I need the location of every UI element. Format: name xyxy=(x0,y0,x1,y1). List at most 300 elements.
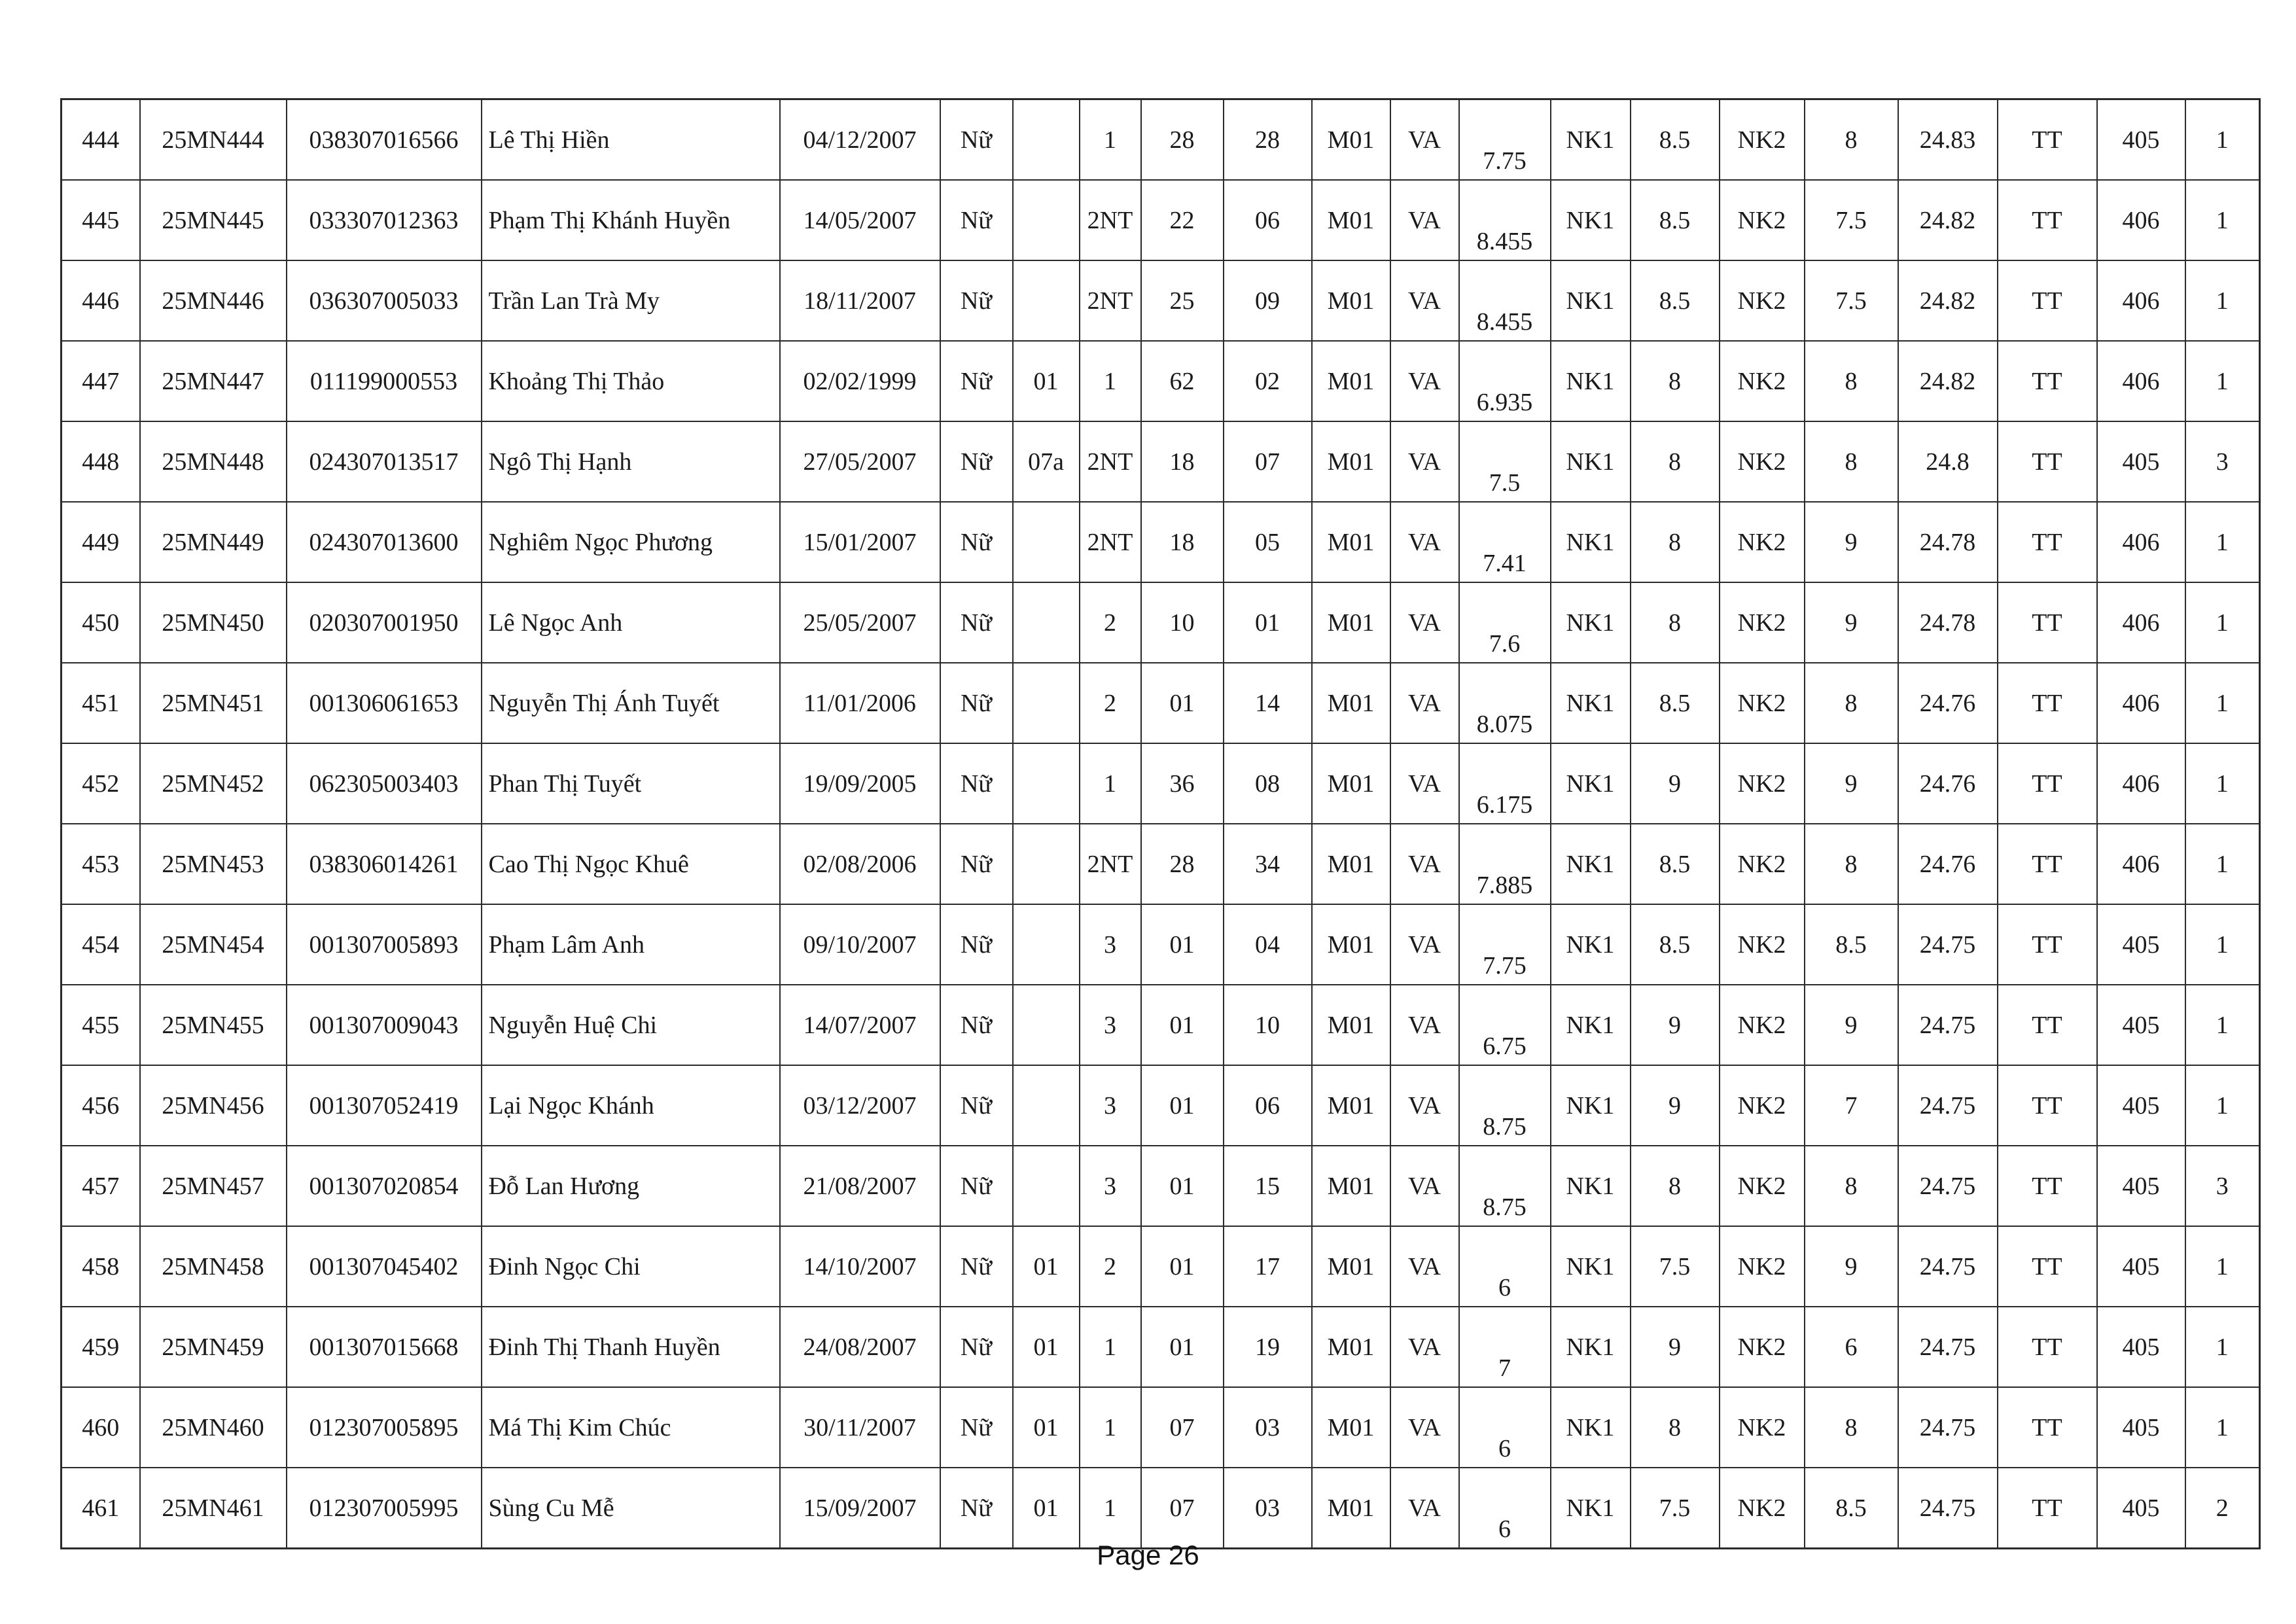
cell-province-code: 07 xyxy=(1141,1387,1224,1468)
cell-score-1: 7.75 xyxy=(1459,99,1551,181)
cell-score-2: 8 xyxy=(1631,502,1720,582)
cell-full-name: Phạm Thị Khánh Huyền xyxy=(482,180,780,260)
cell-province-code: 01 xyxy=(1141,1226,1224,1307)
cell-choice-order: 1 xyxy=(2185,99,2260,181)
cell-priority-group xyxy=(1013,99,1080,181)
cell-score-1: 7.75 xyxy=(1459,904,1551,985)
cell-score-3: 8 xyxy=(1805,421,1898,502)
cell-full-name: Đinh Thị Thanh Huyền xyxy=(482,1307,780,1387)
cell-region: 3 xyxy=(1080,904,1141,985)
cell-gender: Nữ xyxy=(940,985,1013,1065)
cell-priority-group xyxy=(1013,1065,1080,1146)
cell-id-number: 001307020854 xyxy=(287,1146,482,1226)
cell-gender: Nữ xyxy=(940,502,1013,582)
cell-program-code: 405 xyxy=(2097,904,2185,985)
cell-district-code: 15 xyxy=(1224,1146,1312,1226)
table-row xyxy=(62,1226,2260,1307)
cell-full-name: Nguyễn Thị Ánh Tuyết xyxy=(482,663,780,743)
cell-choice-order: 3 xyxy=(2185,1146,2260,1226)
cell-status: TT xyxy=(1998,582,2097,663)
table-row xyxy=(62,1387,2260,1468)
cell-subject-combo: M01 xyxy=(1312,985,1390,1065)
cell-stt: 447 xyxy=(62,341,140,421)
cell-program-code: 405 xyxy=(2097,1226,2185,1307)
cell-program-code: 405 xyxy=(2097,99,2185,181)
cell-province-code: 10 xyxy=(1141,582,1224,663)
cell-stt: 456 xyxy=(62,1065,140,1146)
cell-subject-1: VA xyxy=(1390,260,1459,341)
cell-district-code: 07 xyxy=(1224,421,1312,502)
cell-province-code: 25 xyxy=(1141,260,1224,341)
cell-subject-2: NK1 xyxy=(1551,904,1631,985)
cell-birth-date: 27/05/2007 xyxy=(780,421,940,502)
cell-total-score: 24.75 xyxy=(1898,1065,1998,1146)
cell-total-score: 24.78 xyxy=(1898,502,1998,582)
table-row xyxy=(62,421,2260,502)
cell-province-code: 18 xyxy=(1141,502,1224,582)
cell-region: 2 xyxy=(1080,582,1141,663)
cell-candidate-code: 25MN444 xyxy=(140,99,287,181)
cell-score-1: 6 xyxy=(1459,1387,1551,1468)
cell-subject-2: NK1 xyxy=(1551,582,1631,663)
cell-score-1: 7 xyxy=(1459,1307,1551,1387)
cell-score-2: 9 xyxy=(1631,1307,1720,1387)
cell-status: TT xyxy=(1998,502,2097,582)
cell-district-code: 02 xyxy=(1224,341,1312,421)
cell-subject-3: NK2 xyxy=(1720,99,1805,181)
cell-subject-2: NK1 xyxy=(1551,1146,1631,1226)
table-row xyxy=(62,99,2260,181)
cell-province-code: 01 xyxy=(1141,663,1224,743)
table-row xyxy=(62,1307,2260,1387)
cell-score-2: 8.5 xyxy=(1631,180,1720,260)
cell-priority-group xyxy=(1013,502,1080,582)
cell-district-code: 34 xyxy=(1224,824,1312,904)
cell-total-score: 24.75 xyxy=(1898,1226,1998,1307)
cell-gender: Nữ xyxy=(940,1065,1013,1146)
cell-score-3: 9 xyxy=(1805,743,1898,824)
cell-score-1: 7.6 xyxy=(1459,582,1551,663)
cell-province-code: 18 xyxy=(1141,421,1224,502)
cell-program-code: 406 xyxy=(2097,663,2185,743)
cell-program-code: 405 xyxy=(2097,985,2185,1065)
cell-gender: Nữ xyxy=(940,743,1013,824)
cell-score-3: 9 xyxy=(1805,502,1898,582)
table-row xyxy=(62,985,2260,1065)
cell-stt: 455 xyxy=(62,985,140,1065)
cell-score-1: 6.175 xyxy=(1459,743,1551,824)
cell-program-code: 406 xyxy=(2097,180,2185,260)
cell-score-2: 8.5 xyxy=(1631,260,1720,341)
cell-priority-group xyxy=(1013,985,1080,1065)
cell-priority-group: 01 xyxy=(1013,1307,1080,1387)
cell-id-number: 001307009043 xyxy=(287,985,482,1065)
cell-subject-combo: M01 xyxy=(1312,341,1390,421)
cell-id-number: 012307005995 xyxy=(287,1468,482,1549)
cell-full-name: Nghiêm Ngọc Phương xyxy=(482,502,780,582)
cell-subject-1: VA xyxy=(1390,582,1459,663)
cell-score-3: 7.5 xyxy=(1805,260,1898,341)
cell-gender: Nữ xyxy=(940,260,1013,341)
cell-score-1: 8.455 xyxy=(1459,180,1551,260)
cell-status: TT xyxy=(1998,1146,2097,1226)
cell-total-score: 24.78 xyxy=(1898,582,1998,663)
cell-score-3: 9 xyxy=(1805,582,1898,663)
cell-score-3: 8 xyxy=(1805,341,1898,421)
cell-subject-2: NK1 xyxy=(1551,985,1631,1065)
cell-priority-group xyxy=(1013,743,1080,824)
cell-stt: 460 xyxy=(62,1387,140,1468)
cell-district-code: 28 xyxy=(1224,99,1312,181)
cell-district-code: 17 xyxy=(1224,1226,1312,1307)
table-row xyxy=(62,824,2260,904)
cell-full-name: Sùng Cu Mễ xyxy=(482,1468,780,1549)
cell-score-2: 8.5 xyxy=(1631,663,1720,743)
cell-id-number: 024307013517 xyxy=(287,421,482,502)
cell-birth-date: 14/05/2007 xyxy=(780,180,940,260)
cell-subject-combo: M01 xyxy=(1312,904,1390,985)
table-row xyxy=(62,743,2260,824)
cell-full-name: Trần Lan Trà My xyxy=(482,260,780,341)
cell-id-number: 012307005895 xyxy=(287,1387,482,1468)
cell-candidate-code: 25MN450 xyxy=(140,582,287,663)
cell-score-1: 8.75 xyxy=(1459,1065,1551,1146)
cell-stt: 458 xyxy=(62,1226,140,1307)
cell-province-code: 01 xyxy=(1141,985,1224,1065)
cell-score-2: 8 xyxy=(1631,1146,1720,1226)
cell-score-1: 7.41 xyxy=(1459,502,1551,582)
cell-candidate-code: 25MN447 xyxy=(140,341,287,421)
cell-region: 3 xyxy=(1080,1065,1141,1146)
cell-full-name: Lại Ngọc Khánh xyxy=(482,1065,780,1146)
cell-region: 3 xyxy=(1080,1146,1141,1226)
cell-status: TT xyxy=(1998,1468,2097,1549)
cell-candidate-code: 25MN460 xyxy=(140,1387,287,1468)
cell-stt: 457 xyxy=(62,1146,140,1226)
cell-full-name: Khoảng Thị Thảo xyxy=(482,341,780,421)
cell-subject-2: NK1 xyxy=(1551,99,1631,181)
cell-score-1: 6.75 xyxy=(1459,985,1551,1065)
cell-priority-group xyxy=(1013,824,1080,904)
cell-status: TT xyxy=(1998,663,2097,743)
cell-score-2: 8 xyxy=(1631,582,1720,663)
cell-stt: 446 xyxy=(62,260,140,341)
cell-stt: 453 xyxy=(62,824,140,904)
cell-priority-group xyxy=(1013,582,1080,663)
cell-score-2: 7.5 xyxy=(1631,1226,1720,1307)
cell-subject-combo: M01 xyxy=(1312,180,1390,260)
cell-subject-combo: M01 xyxy=(1312,1387,1390,1468)
table-row xyxy=(62,180,2260,260)
cell-id-number: 020307001950 xyxy=(287,582,482,663)
cell-score-1: 8.455 xyxy=(1459,260,1551,341)
cell-candidate-code: 25MN459 xyxy=(140,1307,287,1387)
cell-subject-2: NK1 xyxy=(1551,341,1631,421)
table-row xyxy=(62,1468,2260,1549)
cell-region: 2 xyxy=(1080,1226,1141,1307)
cell-candidate-code: 25MN456 xyxy=(140,1065,287,1146)
cell-full-name: Phan Thị Tuyết xyxy=(482,743,780,824)
cell-subject-combo: M01 xyxy=(1312,1146,1390,1226)
cell-status: TT xyxy=(1998,260,2097,341)
cell-priority-group: 01 xyxy=(1013,1387,1080,1468)
cell-total-score: 24.75 xyxy=(1898,1468,1998,1549)
cell-choice-order: 1 xyxy=(2185,260,2260,341)
cell-subject-combo: M01 xyxy=(1312,502,1390,582)
cell-score-2: 9 xyxy=(1631,743,1720,824)
cell-subject-3: NK2 xyxy=(1720,582,1805,663)
cell-subject-3: NK2 xyxy=(1720,502,1805,582)
cell-stt: 461 xyxy=(62,1468,140,1549)
cell-score-1: 8.75 xyxy=(1459,1146,1551,1226)
cell-status: TT xyxy=(1998,1307,2097,1387)
cell-stt: 459 xyxy=(62,1307,140,1387)
cell-total-score: 24.75 xyxy=(1898,1307,1998,1387)
cell-priority-group: 01 xyxy=(1013,1468,1080,1549)
cell-id-number: 038307016566 xyxy=(287,99,482,181)
table-row xyxy=(62,341,2260,421)
cell-score-3: 8 xyxy=(1805,1387,1898,1468)
cell-subject-combo: M01 xyxy=(1312,1307,1390,1387)
cell-candidate-code: 25MN453 xyxy=(140,824,287,904)
cell-subject-combo: M01 xyxy=(1312,582,1390,663)
cell-status: TT xyxy=(1998,824,2097,904)
cell-stt: 452 xyxy=(62,743,140,824)
cell-birth-date: 24/08/2007 xyxy=(780,1307,940,1387)
cell-subject-2: NK1 xyxy=(1551,743,1631,824)
cell-status: TT xyxy=(1998,1387,2097,1468)
cell-status: TT xyxy=(1998,1065,2097,1146)
cell-region: 1 xyxy=(1080,1468,1141,1549)
cell-score-3: 7.5 xyxy=(1805,180,1898,260)
cell-subject-2: NK1 xyxy=(1551,1387,1631,1468)
cell-subject-combo: M01 xyxy=(1312,99,1390,181)
cell-program-code: 406 xyxy=(2097,824,2185,904)
cell-priority-group xyxy=(1013,180,1080,260)
cell-stt: 445 xyxy=(62,180,140,260)
cell-candidate-code: 25MN446 xyxy=(140,260,287,341)
cell-score-1: 6.935 xyxy=(1459,341,1551,421)
cell-subject-combo: M01 xyxy=(1312,1065,1390,1146)
cell-birth-date: 02/08/2006 xyxy=(780,824,940,904)
cell-total-score: 24.76 xyxy=(1898,663,1998,743)
cell-birth-date: 19/09/2005 xyxy=(780,743,940,824)
cell-score-2: 9 xyxy=(1631,985,1720,1065)
cell-program-code: 406 xyxy=(2097,582,2185,663)
cell-id-number: 001306061653 xyxy=(287,663,482,743)
cell-total-score: 24.76 xyxy=(1898,824,1998,904)
cell-subject-1: VA xyxy=(1390,1307,1459,1387)
cell-subject-combo: M01 xyxy=(1312,1226,1390,1307)
cell-subject-1: VA xyxy=(1390,99,1459,181)
cell-subject-combo: M01 xyxy=(1312,824,1390,904)
cell-full-name: Đinh Ngọc Chi xyxy=(482,1226,780,1307)
cell-subject-combo: M01 xyxy=(1312,1468,1390,1549)
cell-program-code: 405 xyxy=(2097,1468,2185,1549)
cell-birth-date: 02/02/1999 xyxy=(780,341,940,421)
cell-score-3: 8 xyxy=(1805,1146,1898,1226)
cell-stt: 449 xyxy=(62,502,140,582)
cell-program-code: 405 xyxy=(2097,1065,2185,1146)
cell-priority-group xyxy=(1013,1146,1080,1226)
cell-province-code: 01 xyxy=(1141,1307,1224,1387)
cell-status: TT xyxy=(1998,1226,2097,1307)
cell-candidate-code: 25MN452 xyxy=(140,743,287,824)
cell-score-3: 8.5 xyxy=(1805,904,1898,985)
cell-full-name: Lê Thị Hiền xyxy=(482,99,780,181)
cell-priority-group: 07a xyxy=(1013,421,1080,502)
cell-id-number: 001307045402 xyxy=(287,1226,482,1307)
cell-province-code: 07 xyxy=(1141,1468,1224,1549)
cell-subject-3: NK2 xyxy=(1720,663,1805,743)
cell-subject-2: NK1 xyxy=(1551,824,1631,904)
cell-score-1: 8.075 xyxy=(1459,663,1551,743)
cell-region: 1 xyxy=(1080,1307,1141,1387)
cell-subject-1: VA xyxy=(1390,180,1459,260)
cell-score-2: 7.5 xyxy=(1631,1468,1720,1549)
cell-gender: Nữ xyxy=(940,904,1013,985)
cell-subject-2: NK1 xyxy=(1551,1065,1631,1146)
page-number: Page 26 xyxy=(1097,1540,1199,1570)
cell-province-code: 36 xyxy=(1141,743,1224,824)
cell-subject-combo: M01 xyxy=(1312,421,1390,502)
cell-candidate-code: 25MN461 xyxy=(140,1468,287,1549)
cell-district-code: 05 xyxy=(1224,502,1312,582)
cell-choice-order: 1 xyxy=(2185,904,2260,985)
cell-birth-date: 14/10/2007 xyxy=(780,1226,940,1307)
cell-district-code: 10 xyxy=(1224,985,1312,1065)
cell-id-number: 036307005033 xyxy=(287,260,482,341)
cell-score-2: 9 xyxy=(1631,1065,1720,1146)
cell-choice-order: 1 xyxy=(2185,180,2260,260)
cell-birth-date: 09/10/2007 xyxy=(780,904,940,985)
cell-district-code: 08 xyxy=(1224,743,1312,824)
cell-choice-order: 1 xyxy=(2185,1065,2260,1146)
cell-subject-2: NK1 xyxy=(1551,1226,1631,1307)
cell-priority-group: 01 xyxy=(1013,341,1080,421)
cell-gender: Nữ xyxy=(940,1307,1013,1387)
cell-subject-1: VA xyxy=(1390,985,1459,1065)
cell-subject-3: NK2 xyxy=(1720,1307,1805,1387)
cell-region: 1 xyxy=(1080,1387,1141,1468)
cell-choice-order: 1 xyxy=(2185,824,2260,904)
cell-program-code: 405 xyxy=(2097,1387,2185,1468)
cell-birth-date: 14/07/2007 xyxy=(780,985,940,1065)
cell-total-score: 24.75 xyxy=(1898,1146,1998,1226)
cell-score-1: 7.885 xyxy=(1459,824,1551,904)
cell-region: 3 xyxy=(1080,985,1141,1065)
cell-choice-order: 1 xyxy=(2185,743,2260,824)
cell-gender: Nữ xyxy=(940,99,1013,181)
cell-full-name: Nguyễn Huệ Chi xyxy=(482,985,780,1065)
cell-subject-1: VA xyxy=(1390,1146,1459,1226)
cell-id-number: 062305003403 xyxy=(287,743,482,824)
cell-stt: 451 xyxy=(62,663,140,743)
cell-subject-3: NK2 xyxy=(1720,985,1805,1065)
cell-score-3: 8.5 xyxy=(1805,1468,1898,1549)
cell-score-3: 8 xyxy=(1805,663,1898,743)
cell-total-score: 24.82 xyxy=(1898,341,1998,421)
cell-score-3: 9 xyxy=(1805,1226,1898,1307)
cell-choice-order: 2 xyxy=(2185,1468,2260,1549)
cell-score-2: 8.5 xyxy=(1631,824,1720,904)
cell-subject-1: VA xyxy=(1390,1387,1459,1468)
cell-total-score: 24.75 xyxy=(1898,985,1998,1065)
cell-subject-3: NK2 xyxy=(1720,341,1805,421)
cell-id-number: 038306014261 xyxy=(287,824,482,904)
cell-subject-2: NK1 xyxy=(1551,421,1631,502)
cell-score-2: 8 xyxy=(1631,341,1720,421)
cell-subject-1: VA xyxy=(1390,1468,1459,1549)
cell-district-code: 19 xyxy=(1224,1307,1312,1387)
cell-score-3: 8 xyxy=(1805,99,1898,181)
cell-candidate-code: 25MN449 xyxy=(140,502,287,582)
cell-subject-2: NK1 xyxy=(1551,502,1631,582)
cell-birth-date: 18/11/2007 xyxy=(780,260,940,341)
cell-subject-2: NK1 xyxy=(1551,663,1631,743)
cell-district-code: 03 xyxy=(1224,1387,1312,1468)
cell-total-score: 24.82 xyxy=(1898,260,1998,341)
cell-region: 2NT xyxy=(1080,260,1141,341)
cell-district-code: 06 xyxy=(1224,1065,1312,1146)
cell-score-1: 7.5 xyxy=(1459,421,1551,502)
cell-stt: 454 xyxy=(62,904,140,985)
cell-gender: Nữ xyxy=(940,1226,1013,1307)
cell-stt: 448 xyxy=(62,421,140,502)
cell-subject-1: VA xyxy=(1390,341,1459,421)
cell-choice-order: 3 xyxy=(2185,421,2260,502)
cell-region: 2NT xyxy=(1080,421,1141,502)
cell-birth-date: 25/05/2007 xyxy=(780,582,940,663)
cell-id-number: 033307012363 xyxy=(287,180,482,260)
cell-province-code: 01 xyxy=(1141,1146,1224,1226)
cell-province-code: 22 xyxy=(1141,180,1224,260)
cell-choice-order: 1 xyxy=(2185,502,2260,582)
cell-score-2: 8 xyxy=(1631,421,1720,502)
cell-full-name: Cao Thị Ngọc Khuê xyxy=(482,824,780,904)
cell-subject-3: NK2 xyxy=(1720,743,1805,824)
cell-total-score: 24.75 xyxy=(1898,1387,1998,1468)
table-row xyxy=(62,663,2260,743)
cell-subject-2: NK1 xyxy=(1551,180,1631,260)
cell-gender: Nữ xyxy=(940,421,1013,502)
cell-gender: Nữ xyxy=(940,824,1013,904)
cell-priority-group xyxy=(1013,260,1080,341)
cell-choice-order: 1 xyxy=(2185,1387,2260,1468)
cell-gender: Nữ xyxy=(940,663,1013,743)
cell-gender: Nữ xyxy=(940,341,1013,421)
cell-id-number: 001307015668 xyxy=(287,1307,482,1387)
cell-subject-2: NK1 xyxy=(1551,1468,1631,1549)
results-table xyxy=(60,98,2261,1549)
cell-status: TT xyxy=(1998,743,2097,824)
cell-total-score: 24.83 xyxy=(1898,99,1998,181)
cell-program-code: 406 xyxy=(2097,743,2185,824)
cell-id-number: 011199000553 xyxy=(287,341,482,421)
cell-subject-3: NK2 xyxy=(1720,1468,1805,1549)
cell-gender: Nữ xyxy=(940,1387,1013,1468)
cell-choice-order: 1 xyxy=(2185,1226,2260,1307)
cell-subject-3: NK2 xyxy=(1720,1065,1805,1146)
cell-stt: 450 xyxy=(62,582,140,663)
cell-program-code: 406 xyxy=(2097,502,2185,582)
cell-program-code: 405 xyxy=(2097,1307,2185,1387)
cell-candidate-code: 25MN454 xyxy=(140,904,287,985)
cell-gender: Nữ xyxy=(940,582,1013,663)
cell-candidate-code: 25MN445 xyxy=(140,180,287,260)
cell-birth-date: 15/09/2007 xyxy=(780,1468,940,1549)
cell-gender: Nữ xyxy=(940,1146,1013,1226)
